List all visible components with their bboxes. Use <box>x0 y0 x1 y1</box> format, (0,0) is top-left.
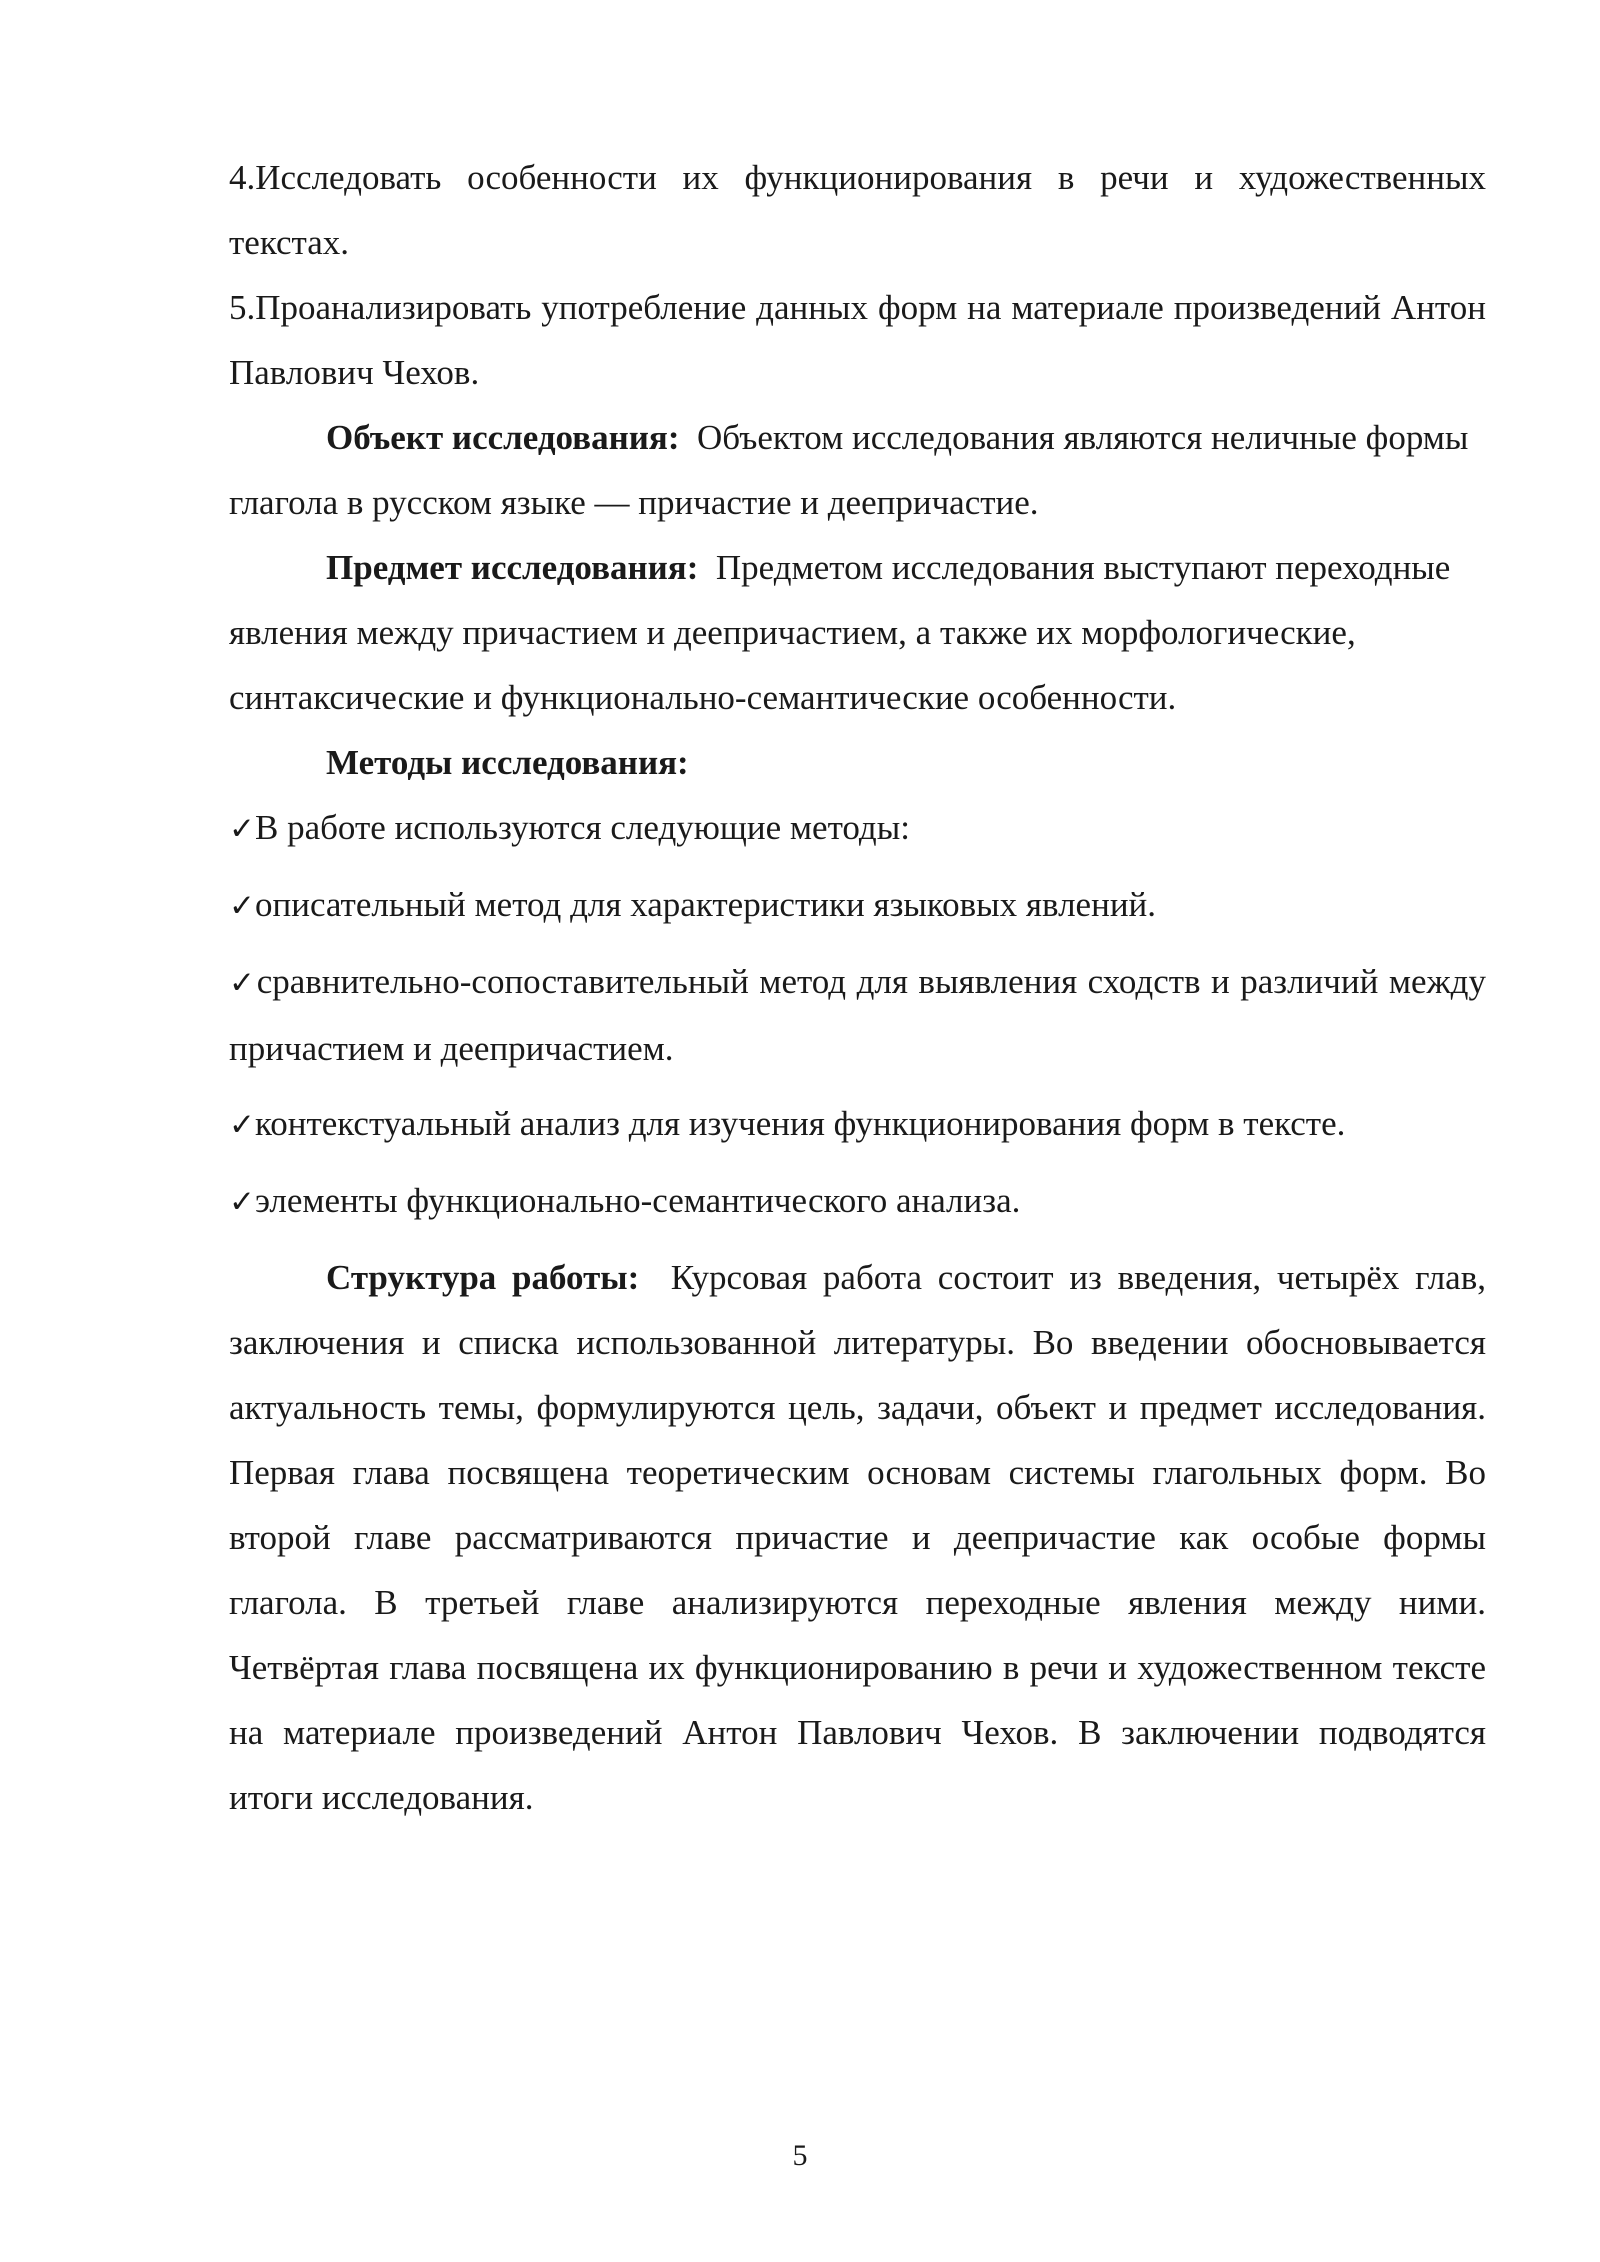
check-mark-icon: ✓ <box>229 965 257 1001</box>
subject-paragraph <box>229 535 1486 730</box>
method-item <box>229 1168 1486 1235</box>
object-text: Объектом исследования являются неличные формы глагола в русском языке — причастие и деепричастие. <box>229 418 1469 522</box>
check-mark-icon: ✓ <box>229 888 255 924</box>
object-label: Объект исследования: <box>326 418 680 457</box>
method-item-text: описательный метод для характеристики языковых явлений. <box>254 885 1157 924</box>
structure-text: Курсовая работа состоит из введения, четырёх глав, заключения и списка использованной литературы. Во введении обосновывается актуальность темы, формулируются цель, задачи, объект и предмет исследования. Первая глава посвящена теоретическим основам системы глагольных форм. Во второй главе рассматриваются причастие и деепричастие как особые формы глагола. В третьей главе анализируются переходные явления между ними. Четвёртая глава посвящена их функционированию в речи и художественном тексте на материале произведений Антон Павлович Чехов. В заключении подводятся итоги исследования. <box>229 1258 1486 1817</box>
methods-list <box>229 795 1486 1235</box>
method-item <box>229 1091 1486 1158</box>
subject-label: Предмет исследования: <box>326 548 699 587</box>
structure-paragraph <box>229 1245 1486 1830</box>
page-content <box>229 145 1486 1830</box>
methods-heading <box>229 730 1486 795</box>
methods-intro-item <box>229 795 1486 862</box>
method-item-text: контекстуальный анализ для изучения функционирования форм в тексте. <box>254 1104 1346 1143</box>
method-item <box>229 949 1486 1081</box>
check-mark-icon: ✓ <box>229 811 255 847</box>
task-4-paragraph: 4.Исследовать особенности их функционирования в речи и художественных текстах. <box>229 158 1486 262</box>
check-mark-icon: ✓ <box>229 1184 255 1220</box>
object-paragraph <box>229 405 1486 535</box>
method-item-text: В работе используются следующие методы: <box>254 808 910 847</box>
methods-label: Методы исследования: <box>326 743 689 782</box>
method-item-text: сравнительно-сопоставительный метод для выявления сходств и различий между причастием и деепричастием. <box>229 962 1486 1068</box>
task-5-paragraph: 5.Проанализировать употребление данных форм на материале произведений Антон Павлович Чехов. <box>229 288 1486 392</box>
method-item <box>229 872 1486 939</box>
page-number: 5 <box>792 2139 808 2172</box>
method-item-text: элементы функционально-семантического анализа. <box>254 1181 1021 1220</box>
subject-text: Предметом исследования выступают переходные явления между причастием и деепричастием, а также их морфологические, синтаксические и функционально-семантические особенности. <box>229 548 1451 717</box>
check-mark-icon: ✓ <box>229 1107 255 1143</box>
structure-label: Структура работы: <box>326 1258 640 1297</box>
